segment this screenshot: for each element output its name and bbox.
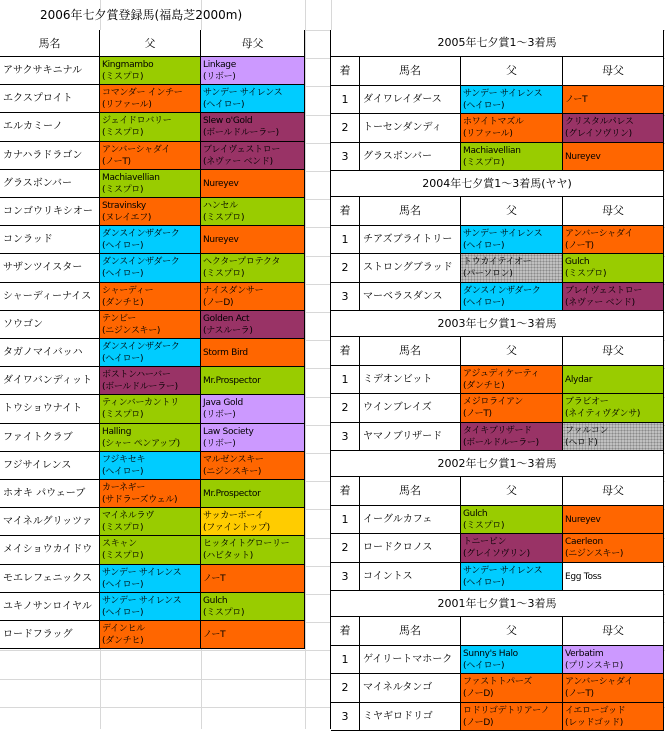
dam-sire-cell xyxy=(563,646,664,674)
column-header: 母父 xyxy=(201,30,305,57)
horse-name-line: ヒッタイトグローリー xyxy=(203,539,290,549)
lineage-line: (ダンチヒ) xyxy=(102,298,144,308)
lineage-line: (ヘイロー) xyxy=(463,661,505,671)
finish-rank: 1 xyxy=(331,86,360,114)
dam-sire-cell xyxy=(201,254,305,283)
sire-cell xyxy=(461,114,563,143)
dam-sire-cell xyxy=(563,366,664,394)
finish-rank: 2 xyxy=(331,534,360,563)
horse-name: ソウゴン xyxy=(0,311,100,339)
column-header: 着 xyxy=(331,617,360,646)
column-header: 馬名 xyxy=(360,57,461,86)
horse-name-line: Kingmambo xyxy=(102,60,154,70)
column-header: 着 xyxy=(331,197,360,226)
finish-rank: 3 xyxy=(331,563,360,591)
horse-name: グラスボンバー xyxy=(0,170,100,198)
sire-cell xyxy=(100,565,201,593)
sire-cell xyxy=(100,254,201,283)
sire-cell xyxy=(100,85,201,113)
dam-sire-cell xyxy=(563,394,664,423)
lineage-line: (パーソロン) xyxy=(463,269,513,279)
horse-name: ウインブレイズ xyxy=(360,394,461,423)
dam-sire-cell xyxy=(563,254,664,283)
horse-name: エクスプロイト xyxy=(0,85,100,113)
lineage-line: (ミスプロ) xyxy=(203,213,245,223)
finish-rank: 2 xyxy=(331,254,360,283)
sire-cell xyxy=(100,367,201,395)
horse-name: タガノマイバッハ xyxy=(0,339,100,367)
horse-name-line: ブラビオー xyxy=(565,397,609,407)
sire-cell xyxy=(461,506,563,534)
horse-name-line: サンデー サイレンス xyxy=(203,88,283,98)
column-header: 父 xyxy=(461,197,563,226)
sire-cell xyxy=(100,170,201,198)
horse-name: コイントス xyxy=(360,563,461,591)
horse-name-line: Gulch xyxy=(565,257,590,267)
horse-name-line: マルゼンスキー xyxy=(203,455,264,465)
dam-sire-cell xyxy=(201,621,305,649)
column-header: 着 xyxy=(331,57,360,86)
lineage-line: (ヘイロー) xyxy=(102,608,144,618)
lineage-line: (ネイティヴダンサ) xyxy=(565,409,641,419)
section-title: 2001年七夕賞1～3着馬 xyxy=(331,591,664,617)
column-header: 母父 xyxy=(563,57,664,86)
horse-name-line: トウカイテイオー xyxy=(463,257,532,267)
horse-name: ロードフラッグ xyxy=(0,621,100,649)
column-header: 父 xyxy=(461,477,563,506)
column-header: 着 xyxy=(331,477,360,506)
horse-name-line: サンデー サイレンス xyxy=(102,596,182,606)
finish-rank: 2 xyxy=(331,674,360,703)
lineage-line: (ミスプロ) xyxy=(565,269,607,279)
lineage-line: (ミスプロ) xyxy=(463,521,505,531)
dam-sire-cell xyxy=(201,367,305,395)
lineage-line: (ネヴァー ベンド) xyxy=(203,157,273,167)
column-header: 父 xyxy=(461,337,563,366)
horse-name-line: テンビー xyxy=(102,314,136,324)
dam-sire-cell xyxy=(201,198,305,226)
horse-name-line: Linkage xyxy=(203,60,236,70)
sire-cell xyxy=(100,395,201,424)
column-header: 父 xyxy=(461,617,563,646)
horse-name-line: ロドリゴデトリアーノ xyxy=(463,706,550,716)
horse-name-line: スキャン xyxy=(102,539,137,549)
sire-cell xyxy=(461,674,563,703)
horse-name-line: Stravinsky xyxy=(102,201,146,211)
dam-sire-cell xyxy=(201,170,305,198)
lineage-line: (ナスルーラ) xyxy=(203,326,253,336)
lineage-line: (リファール) xyxy=(102,100,152,110)
horse-name: ダイワバンディット xyxy=(0,367,100,395)
horse-name: モエレフェニックス xyxy=(0,565,100,593)
horse-name: ホオキ パウェーブ xyxy=(0,480,100,508)
horse-name-line: ホワイトマズル xyxy=(463,117,524,127)
dam-sire-cell xyxy=(563,86,664,114)
horse-name-line: ヘクタープロテクタ xyxy=(203,257,281,267)
lineage-line: (グレイソヴリン) xyxy=(463,549,530,559)
sire-cell xyxy=(461,394,563,423)
sire-cell xyxy=(100,621,201,649)
column-header: 着 xyxy=(331,337,360,366)
dam-sire-cell xyxy=(201,113,305,142)
horse-name-line: ダンスインザダーク xyxy=(102,229,180,239)
horse-name-line: アンバーシャダイ xyxy=(102,145,171,155)
lineage-line: (ノーT) xyxy=(565,689,594,699)
horse-name-line: コマンダー インチー xyxy=(102,88,183,98)
dam-sire-cell xyxy=(201,311,305,339)
lineage-line: (ミスプロ) xyxy=(102,410,144,420)
dam-sire-cell xyxy=(201,85,305,113)
horse-name-line: Nureyev xyxy=(565,515,601,525)
horse-name: トウショウナイト xyxy=(0,395,100,424)
lineage-line: (ヘイロー) xyxy=(463,241,505,251)
sire-cell xyxy=(461,423,563,451)
sire-cell xyxy=(100,57,201,85)
lineage-line: (ヘイロー) xyxy=(102,354,144,364)
dam-sire-cell xyxy=(201,57,305,85)
horse-name-line: ダンスインザダーク xyxy=(102,257,180,267)
lineage-line: (ノーT) xyxy=(565,241,594,251)
lineage-line: (ヘイロー) xyxy=(102,467,144,477)
horse-name-line: クリスタルパレス xyxy=(565,117,634,127)
sire-cell xyxy=(100,452,201,480)
horse-name: グラスボンバー xyxy=(360,143,461,171)
dam-sire-cell xyxy=(201,339,305,367)
horse-name: サザンツイスター xyxy=(0,254,100,283)
lineage-line: (ヘイロー) xyxy=(463,298,505,308)
horse-name-line: Nureyev xyxy=(565,152,601,162)
horse-name: ゲイリートマホーク xyxy=(360,646,461,674)
page-title: 2006年七夕賞登録馬(福島芝2000m) xyxy=(40,8,243,22)
lineage-line: (ボールドルーラー) xyxy=(463,438,539,448)
sire-cell xyxy=(461,86,563,114)
sire-cell xyxy=(100,593,201,621)
dam-sire-cell xyxy=(201,226,305,254)
horse-name-line: Java Gold xyxy=(203,398,243,408)
column-header: 馬名 xyxy=(360,337,461,366)
horse-name-line: シャーディー xyxy=(102,286,154,296)
horse-name-line: ノーT xyxy=(565,95,588,105)
horse-name-line: Nureyev xyxy=(203,235,239,245)
horse-name-line: メジロライアン xyxy=(463,397,524,407)
dam-sire-cell xyxy=(201,283,305,311)
dam-sire-cell xyxy=(201,142,305,170)
sire-cell xyxy=(461,283,563,311)
dam-sire-cell xyxy=(563,506,664,534)
lineage-line: (ヌレイエフ) xyxy=(102,213,152,223)
sire-cell xyxy=(100,339,201,367)
sire-cell xyxy=(461,254,563,283)
sire-cell xyxy=(100,226,201,254)
finish-rank: 1 xyxy=(331,506,360,534)
lineage-line: (ヘイロー) xyxy=(463,101,505,111)
horse-name-line: アンバーシャダイ xyxy=(565,229,634,239)
lineage-line: (ボールドルーラー) xyxy=(102,382,178,392)
lineage-line: (ヘイロー) xyxy=(102,241,144,251)
sire-cell xyxy=(100,113,201,142)
dam-sire-cell xyxy=(201,395,305,424)
finish-rank: 1 xyxy=(331,646,360,674)
lineage-line: (ノーD) xyxy=(463,718,494,728)
lineage-line: (リボー) xyxy=(203,72,236,82)
horse-name-line: サンデー サイレンス xyxy=(463,229,543,239)
sire-cell xyxy=(100,198,201,226)
horse-name: コンゴウリキシオー xyxy=(0,198,100,226)
horse-name-line: フジキセキ xyxy=(102,455,146,465)
lineage-line: (ノーT) xyxy=(463,409,492,419)
horse-name-line: ジェイドロバリー xyxy=(102,116,172,126)
sire-cell xyxy=(100,536,201,565)
lineage-line: (ノーD) xyxy=(463,689,494,699)
horse-name: マイネルタンゴ xyxy=(360,674,461,703)
horse-name: エルカミーノ xyxy=(0,113,100,142)
lineage-line: (ネヴァー ベンド) xyxy=(565,298,635,308)
sire-cell xyxy=(461,226,563,254)
column-header: 父 xyxy=(461,57,563,86)
dam-sire-cell xyxy=(201,536,305,565)
dam-sire-cell xyxy=(201,565,305,593)
lineage-line: (ヘイロー) xyxy=(102,580,144,590)
lineage-line: (ダンチヒ) xyxy=(463,381,505,391)
lineage-line: (グレイソヴリン) xyxy=(565,129,632,139)
horse-name: マーベラスダンス xyxy=(360,283,461,311)
lineage-line: (ハビタット) xyxy=(203,551,253,561)
dam-sire-cell xyxy=(201,452,305,480)
horse-name: ユキノサンロイヤル xyxy=(0,593,100,621)
horse-name: ファイトクラブ xyxy=(0,424,100,452)
lineage-line: (ヘイロー) xyxy=(463,578,505,588)
horse-name-line: カーネギー xyxy=(102,483,146,493)
dam-sire-cell xyxy=(201,593,305,621)
horse-name-line: Storm Bird xyxy=(203,348,248,358)
lineage-line: (プリンスキロ) xyxy=(565,661,623,671)
horse-name-line: ブレイヴェストロー xyxy=(565,286,643,296)
lineage-line: (リボー) xyxy=(203,410,236,420)
horse-name: ミヤギロドリゴ xyxy=(360,703,461,731)
horse-name-line: Caerleon xyxy=(565,537,603,547)
dam-sire-cell xyxy=(201,424,305,452)
lineage-line: (ニジンスキー) xyxy=(565,549,624,559)
horse-name-line: Gulch xyxy=(463,509,488,519)
column-header: 父 xyxy=(100,30,201,57)
column-header: 馬名 xyxy=(360,477,461,506)
sire-cell xyxy=(100,480,201,508)
section-title: 2005年七夕賞1～3着馬 xyxy=(331,30,664,57)
lineage-line: (サドラーズウェル) xyxy=(102,495,178,505)
dam-sire-cell xyxy=(563,226,664,254)
dam-sire-cell xyxy=(563,423,664,451)
section-title: 2002年七夕賞1～3着馬 xyxy=(331,451,664,477)
horse-name-line: デインヒル xyxy=(102,624,145,634)
horse-name-line: Machiavellian xyxy=(102,173,160,183)
horse-name: トーセンダンディ xyxy=(360,114,461,143)
horse-name: コンラッド xyxy=(0,226,100,254)
horse-name-line: サンデー サイレンス xyxy=(102,568,182,578)
section-title: 2003年七夕賞1～3着馬 xyxy=(331,311,664,337)
column-header: 母父 xyxy=(563,617,664,646)
horse-name: イーグルカフェ xyxy=(360,506,461,534)
horse-name: メイショウカイドウ xyxy=(0,536,100,565)
horse-name-line: Slew o'Gold xyxy=(203,116,253,126)
lineage-line: (リファール) xyxy=(463,129,513,139)
lineage-line: (ミスプロ) xyxy=(203,608,245,618)
column-header: 母父 xyxy=(563,197,664,226)
horse-name: ストロングブラッド xyxy=(360,254,461,283)
column-header: 母父 xyxy=(563,337,664,366)
lineage-line: (レッドゴッド) xyxy=(565,718,623,728)
sire-cell xyxy=(100,508,201,536)
horse-name-line: ボストンハーバー xyxy=(102,370,171,380)
lineage-line: (ダンチヒ) xyxy=(102,636,144,646)
lineage-line: (ミスプロ) xyxy=(463,158,505,168)
lineage-line: (リボー) xyxy=(203,439,236,449)
dam-sire-cell xyxy=(563,563,664,591)
dam-sire-cell xyxy=(563,534,664,563)
sire-cell xyxy=(461,646,563,674)
horse-name-line: Verbatim xyxy=(565,649,604,659)
horse-name-line: トニービン xyxy=(463,537,507,547)
finish-rank: 3 xyxy=(331,423,360,451)
horse-name-line: Machiavellian xyxy=(463,146,521,156)
sire-cell xyxy=(461,563,563,591)
horse-name-line: サンデー サイレンス xyxy=(463,89,543,99)
horse-name: フジサイレンス xyxy=(0,452,100,480)
horse-name-line: Egg Toss xyxy=(565,572,602,582)
horse-name-line: アンバーシャダイ xyxy=(565,677,634,687)
lineage-line: (ニジンスキー) xyxy=(203,467,262,477)
lineage-line: (シャー ペンアップ) xyxy=(102,439,180,449)
horse-name: カナハラドラゴン xyxy=(0,142,100,170)
sire-cell xyxy=(461,534,563,563)
horse-name-line: サンデー サイレンス xyxy=(463,566,543,576)
horse-name: アサクサキニナル xyxy=(0,57,100,85)
horse-name-line: ナイスダンサー xyxy=(203,286,264,296)
horse-name-line: サッカーボーイ xyxy=(203,511,264,521)
finish-rank: 3 xyxy=(331,703,360,731)
horse-name-line: イエローゴッド xyxy=(565,706,626,716)
column-header: 母父 xyxy=(563,477,664,506)
horse-name-line: ハンセル xyxy=(203,201,238,211)
horse-name-line: アジュディケーティ xyxy=(463,369,540,379)
lineage-line: (ミスプロ) xyxy=(102,551,144,561)
lineage-line: (ミスプロ) xyxy=(102,72,144,82)
dam-sire-cell xyxy=(201,480,305,508)
horse-name-line: ブレイヴェストロー xyxy=(203,145,281,155)
horse-name-line: ファルコン xyxy=(565,426,609,436)
dam-sire-cell xyxy=(563,143,664,171)
horse-name-line: タイキブリザード xyxy=(463,426,532,436)
horse-name-line: ノーT xyxy=(203,630,226,640)
lineage-line: (ミスプロ) xyxy=(102,128,144,138)
finish-rank: 1 xyxy=(331,366,360,394)
sire-cell xyxy=(461,703,563,731)
horse-name-line: Sunny's Halo xyxy=(463,649,518,659)
horse-name: シャーディーナイス xyxy=(0,283,100,311)
finish-rank: 2 xyxy=(331,114,360,143)
horse-name-line: Law Society xyxy=(203,427,254,437)
horse-name-line: Gulch xyxy=(203,596,228,606)
horse-name-line: ダンスインザダーク xyxy=(102,342,180,352)
dam-sire-cell xyxy=(201,508,305,536)
lineage-line: (ヘロド) xyxy=(565,438,598,448)
lineage-line: (ノーT) xyxy=(102,157,131,167)
finish-rank: 3 xyxy=(331,283,360,311)
column-header: 馬名 xyxy=(360,197,461,226)
sire-cell xyxy=(100,424,201,452)
horse-name-line: Mr.Prospector xyxy=(203,489,261,499)
horse-name-line: Alydar xyxy=(565,375,593,385)
horse-name: ヤマノブリザード xyxy=(360,423,461,451)
finish-rank: 2 xyxy=(331,394,360,423)
finish-rank: 3 xyxy=(331,143,360,171)
dam-sire-cell xyxy=(563,114,664,143)
horse-name-line: マイネルラヴ xyxy=(102,511,154,521)
horse-name-line: Nureyev xyxy=(203,179,239,189)
horse-name-line: ノーT xyxy=(203,574,226,584)
horse-name-line: ティンバーカントリ xyxy=(102,398,179,408)
sire-cell xyxy=(461,143,563,171)
horse-name: ロードクロノス xyxy=(360,534,461,563)
grid-column-line xyxy=(305,0,306,729)
finish-rank: 1 xyxy=(331,226,360,254)
lineage-line: (ボールドルーラー) xyxy=(203,128,279,138)
horse-name: ミデオンビット xyxy=(360,366,461,394)
horse-name: マイネルグリッツァ xyxy=(0,508,100,536)
horse-name-line: ダンスインザダーク xyxy=(463,286,541,296)
sire-cell xyxy=(100,311,201,339)
lineage-line: (ノーD) xyxy=(203,298,234,308)
lineage-line: (ミスプロ) xyxy=(102,523,144,533)
lineage-line: (ニジンスキー) xyxy=(102,326,161,336)
horse-name-line: ファストトパーズ xyxy=(463,677,532,687)
sire-cell xyxy=(461,366,563,394)
dam-sire-cell xyxy=(563,283,664,311)
sire-cell xyxy=(100,283,201,311)
lineage-line: (ミスプロ) xyxy=(102,185,144,195)
lineage-line: (ヘイロー) xyxy=(203,100,245,110)
horse-name-line: Mr.Prospector xyxy=(203,376,261,386)
horse-name-line: Golden Act xyxy=(203,314,250,324)
horse-name: チアズブライトリー xyxy=(360,226,461,254)
lineage-line: (ヘイロー) xyxy=(102,269,144,279)
sire-cell xyxy=(100,142,201,170)
section-title: 2004年七夕賞1～3着馬(ヤヤ) xyxy=(331,171,664,197)
horse-name: ダイワレイダース xyxy=(360,86,461,114)
dam-sire-cell xyxy=(563,674,664,703)
horse-name-line: Halling xyxy=(102,427,132,437)
dam-sire-cell xyxy=(563,703,664,731)
column-header: 馬名 xyxy=(0,30,100,57)
lineage-line: (ファイントップ) xyxy=(203,523,270,533)
column-header: 馬名 xyxy=(360,617,461,646)
lineage-line: (ミスプロ) xyxy=(203,269,245,279)
